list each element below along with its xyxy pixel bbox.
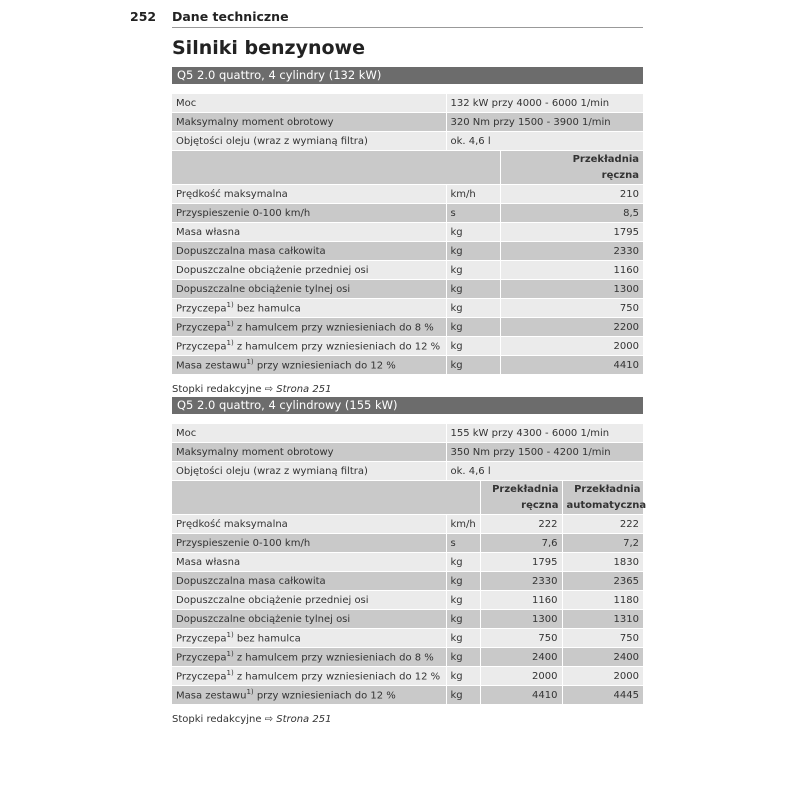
row-label: Dopuszczalne obciążenie tylnej osi bbox=[176, 613, 351, 625]
table-row bbox=[172, 686, 643, 705]
row-label: Dopuszczalne obciążenie przedniej osi bbox=[176, 264, 369, 276]
row-label: Przyczepa bbox=[176, 671, 227, 683]
row-value: 210 bbox=[500, 185, 643, 204]
footnote-marker: 1) bbox=[226, 650, 234, 659]
row-value: 2400 bbox=[562, 648, 643, 667]
column-header-label: Przekładnia ręczna bbox=[572, 153, 639, 181]
row-label-cell bbox=[172, 610, 446, 629]
table-row bbox=[172, 261, 643, 280]
section-heading: Q5 2.0 quattro, 4 cylindry (132 kW) bbox=[172, 67, 643, 84]
row-label-cell bbox=[172, 629, 446, 648]
row-value: 8,5 bbox=[500, 204, 643, 223]
chapter-title: Dane techniczne bbox=[172, 9, 289, 24]
row-value: 2000 bbox=[480, 667, 562, 686]
row-value: 2400 bbox=[480, 648, 562, 667]
spec-value: 155 kW przy 4300 - 6000 1/min bbox=[446, 424, 643, 443]
page-link[interactable]: Strona 251 bbox=[276, 384, 332, 395]
spec-row bbox=[172, 94, 643, 113]
row-unit: kg bbox=[446, 591, 480, 610]
row-label: Przyczepa bbox=[176, 341, 227, 353]
spec-label: Moc bbox=[172, 94, 446, 113]
engine-section-155kw bbox=[172, 397, 647, 725]
row-label-rest: z hamulcem przy wzniesieniach do 8 % bbox=[233, 652, 434, 664]
row-label-cell bbox=[172, 204, 446, 223]
row-unit: kg bbox=[446, 261, 500, 280]
row-label-cell bbox=[172, 648, 446, 667]
row-label-cell bbox=[172, 299, 446, 318]
row-value: 2330 bbox=[480, 572, 562, 591]
row-unit: kg bbox=[446, 242, 500, 261]
row-label-cell bbox=[172, 280, 446, 299]
column-header-row bbox=[172, 151, 643, 185]
spec-value: 132 kW przy 4000 - 6000 1/min bbox=[446, 94, 643, 113]
column-header bbox=[500, 151, 643, 185]
row-unit: kg bbox=[446, 553, 480, 572]
row-label-cell bbox=[172, 534, 446, 553]
row-value: 2330 bbox=[500, 242, 643, 261]
row-label: Przyspieszenie 0-100 km/h bbox=[176, 207, 311, 219]
row-unit: kg bbox=[446, 686, 480, 705]
row-unit: kg bbox=[446, 337, 500, 356]
table-row bbox=[172, 629, 643, 648]
row-label: Dopuszczalne obciążenie przedniej osi bbox=[176, 594, 369, 606]
table-row bbox=[172, 572, 643, 591]
row-value: 222 bbox=[480, 515, 562, 534]
footnote-text: Stopki redakcyjne ⇨ bbox=[172, 714, 277, 725]
row-value: 4445 bbox=[562, 686, 643, 705]
row-label: Dopuszczalna masa całkowita bbox=[176, 575, 326, 587]
footnote-marker: 1) bbox=[226, 631, 234, 640]
row-label-rest: bez hamulca bbox=[233, 633, 301, 645]
row-value: 4410 bbox=[500, 356, 643, 375]
table-row bbox=[172, 223, 643, 242]
row-label: Przyczepa bbox=[176, 303, 227, 315]
empty-header-cell bbox=[172, 151, 500, 185]
footnote-marker: 1) bbox=[226, 320, 234, 329]
table-row bbox=[172, 185, 643, 204]
table-row bbox=[172, 553, 643, 572]
row-unit: kg bbox=[446, 356, 500, 375]
row-label: Przyspieszenie 0-100 km/h bbox=[176, 537, 311, 549]
table-row bbox=[172, 337, 643, 356]
row-label-cell bbox=[172, 686, 446, 705]
row-value: 1795 bbox=[480, 553, 562, 572]
row-label: Masa własna bbox=[176, 556, 241, 568]
row-label-cell bbox=[172, 591, 446, 610]
row-value: 222 bbox=[562, 515, 643, 534]
row-unit: s bbox=[446, 204, 500, 223]
spec-row bbox=[172, 424, 643, 443]
row-label-rest: bez hamulca bbox=[233, 303, 301, 315]
row-label-rest: z hamulcem przy wzniesieniach do 12 % bbox=[233, 341, 441, 353]
row-label-rest: z hamulcem przy wzniesieniach do 12 % bbox=[233, 671, 441, 683]
row-label-cell bbox=[172, 185, 446, 204]
row-unit: kg bbox=[446, 572, 480, 591]
spec-table bbox=[172, 423, 647, 704]
row-value: 7,6 bbox=[480, 534, 562, 553]
row-label: Dopuszczalne obciążenie tylnej osi bbox=[176, 283, 351, 295]
row-unit: kg bbox=[446, 610, 480, 629]
row-value: 750 bbox=[562, 629, 643, 648]
row-label: Prędkość maksymalna bbox=[176, 188, 288, 200]
row-unit: kg bbox=[446, 299, 500, 318]
footnote-marker: 1) bbox=[246, 358, 254, 367]
row-label-cell bbox=[172, 261, 446, 280]
row-value: 7,2 bbox=[562, 534, 643, 553]
row-label: Przyczepa bbox=[176, 633, 227, 645]
row-unit: kg bbox=[446, 318, 500, 337]
row-value: 750 bbox=[480, 629, 562, 648]
row-unit: kg bbox=[446, 223, 500, 242]
row-unit: km/h bbox=[446, 185, 500, 204]
row-label: Dopuszczalna masa całkowita bbox=[176, 245, 326, 257]
row-label: Prędkość maksymalna bbox=[176, 518, 288, 530]
row-value: 4410 bbox=[480, 686, 562, 705]
spec-value: 350 Nm przy 1500 - 4200 1/min bbox=[446, 443, 643, 462]
row-value: 2200 bbox=[500, 318, 643, 337]
table-row bbox=[172, 610, 643, 629]
table-row bbox=[172, 534, 643, 553]
row-value: 1180 bbox=[562, 591, 643, 610]
row-value: 1160 bbox=[500, 261, 643, 280]
row-label-cell bbox=[172, 553, 446, 572]
row-label-cell bbox=[172, 356, 446, 375]
row-label: Masa zestawu bbox=[176, 690, 247, 702]
footnote-reference bbox=[172, 384, 643, 395]
footnote-marker: 1) bbox=[226, 669, 234, 678]
row-label-cell bbox=[172, 572, 446, 591]
row-label-cell bbox=[172, 667, 446, 686]
table-row bbox=[172, 318, 643, 337]
table-row bbox=[172, 242, 643, 261]
table-row bbox=[172, 648, 643, 667]
row-value: 750 bbox=[500, 299, 643, 318]
column-header-label: Przekładnia automatyczna bbox=[566, 483, 647, 511]
row-value: 2365 bbox=[562, 572, 643, 591]
row-label: Przyczepa bbox=[176, 652, 227, 664]
row-label-rest: z hamulcem przy wzniesieniach do 8 % bbox=[233, 322, 434, 334]
table-row bbox=[172, 591, 643, 610]
table-row bbox=[172, 356, 643, 375]
row-value: 1300 bbox=[500, 280, 643, 299]
spec-value: ok. 4,6 l bbox=[446, 132, 643, 151]
row-label-cell bbox=[172, 337, 446, 356]
footnote-text: Stopki redakcyjne ⇨ bbox=[172, 384, 277, 395]
row-label-rest: przy wzniesieniach do 12 % bbox=[253, 690, 396, 702]
row-value: 1830 bbox=[562, 553, 643, 572]
column-header-label: Przekładnia ręczna bbox=[492, 483, 559, 511]
spec-row bbox=[172, 113, 643, 132]
empty-header-cell bbox=[172, 481, 480, 515]
table-row bbox=[172, 299, 643, 318]
row-label-cell bbox=[172, 223, 446, 242]
page-link[interactable]: Strona 251 bbox=[276, 714, 332, 725]
column-header bbox=[562, 481, 647, 515]
row-value: 2000 bbox=[500, 337, 643, 356]
row-label-cell bbox=[172, 515, 446, 534]
row-unit: kg bbox=[446, 280, 500, 299]
spec-label: Objętości oleju (wraz z wymianą filtra) bbox=[172, 462, 446, 481]
spec-value: 320 Nm przy 1500 - 3900 1/min bbox=[446, 113, 643, 132]
spec-table bbox=[172, 93, 643, 374]
row-unit: kg bbox=[446, 629, 480, 648]
spec-label: Objętości oleju (wraz z wymianą filtra) bbox=[172, 132, 446, 151]
row-value: 1310 bbox=[562, 610, 643, 629]
row-value: 1300 bbox=[480, 610, 562, 629]
spec-label: Moc bbox=[172, 424, 446, 443]
row-unit: km/h bbox=[446, 515, 480, 534]
table-row bbox=[172, 204, 643, 223]
row-value: 1160 bbox=[480, 591, 562, 610]
footnote-marker: 1) bbox=[246, 688, 254, 697]
engine-section-132kw bbox=[172, 67, 643, 395]
row-value: 2000 bbox=[562, 667, 643, 686]
footnote-marker: 1) bbox=[226, 301, 234, 310]
row-unit: s bbox=[446, 534, 480, 553]
footnote-marker: 1) bbox=[226, 339, 234, 348]
table-row bbox=[172, 667, 643, 686]
column-header-row bbox=[172, 481, 643, 515]
header-divider bbox=[172, 27, 643, 28]
spec-label: Maksymalny moment obrotowy bbox=[172, 443, 446, 462]
spec-row bbox=[172, 132, 643, 151]
spec-label: Maksymalny moment obrotowy bbox=[172, 113, 446, 132]
row-label-rest: przy wzniesieniach do 12 % bbox=[253, 360, 396, 372]
row-unit: kg bbox=[446, 667, 480, 686]
section-heading: Q5 2.0 quattro, 4 cylindrowy (155 kW) bbox=[172, 397, 643, 414]
row-label: Masa własna bbox=[176, 226, 241, 238]
page-number: 252 bbox=[130, 9, 157, 24]
footnote-reference bbox=[172, 714, 643, 725]
row-unit: kg bbox=[446, 648, 480, 667]
column-header bbox=[480, 481, 562, 515]
row-label-cell bbox=[172, 318, 446, 337]
page-heading: Silniki benzynowe bbox=[172, 37, 365, 59]
row-label-cell bbox=[172, 242, 446, 261]
spec-row bbox=[172, 443, 643, 462]
row-value: 1795 bbox=[500, 223, 643, 242]
table-row bbox=[172, 515, 643, 534]
spec-row bbox=[172, 462, 643, 481]
spec-value: ok. 4,6 l bbox=[446, 462, 643, 481]
row-label: Przyczepa bbox=[176, 322, 227, 334]
row-label: Masa zestawu bbox=[176, 360, 247, 372]
table-row bbox=[172, 280, 643, 299]
